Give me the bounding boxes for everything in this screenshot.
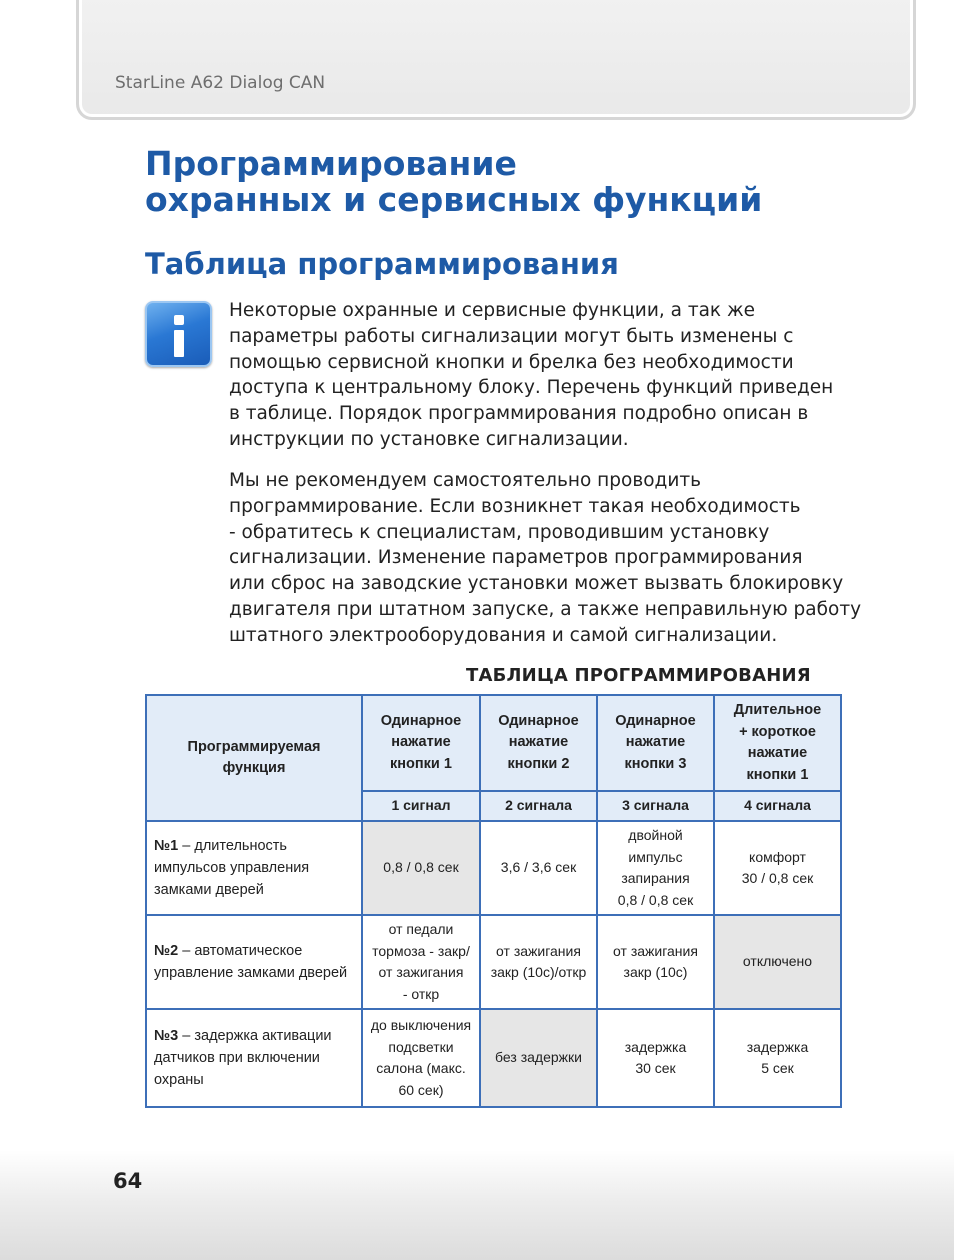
function-number: №2 (154, 943, 179, 959)
title-line: Программирование (145, 144, 517, 183)
text-line: параметры работы сигнализации могут быть изменены с (229, 325, 794, 347)
cell-line: до выключения (370, 1017, 472, 1033)
text-line: программирование. Если возникнет такая необходимость (229, 495, 801, 517)
function-line (154, 1025, 357, 1047)
header-line: кнопки 3 (624, 755, 687, 772)
page-footer (0, 1150, 954, 1260)
value-cell (597, 821, 714, 915)
page-number: 64 (113, 1169, 143, 1193)
text-line: штатного электрооборудования и самой сигнализации. (229, 624, 778, 646)
value-cell (714, 821, 841, 915)
function-cell (146, 1009, 362, 1107)
title-line: охранных и сервисных функций (145, 180, 763, 219)
cell-line: двойной (628, 827, 683, 843)
cell-line: комфорт (749, 848, 806, 865)
text-line: двигателя при штатном запуске, а также неправильную работу (229, 598, 862, 620)
info-icon-dot (174, 315, 184, 325)
cell-line: 5 сек (761, 1060, 794, 1076)
cell-line: - откр (402, 985, 440, 1002)
header-line: Одинарное (498, 712, 579, 729)
header-line: Программируемая (187, 738, 321, 755)
value-cell (362, 915, 480, 1009)
function-line: замками дверей (154, 882, 264, 898)
value-cell (597, 1009, 714, 1107)
cell-line: от зажигания (496, 942, 581, 959)
text-line: сигнализации. Изменение параметров программирования (229, 547, 803, 569)
programming-table (145, 694, 842, 1108)
header-brand: StarLine A62 Dialog CAN (115, 73, 326, 93)
cell-line: подсветки (388, 1038, 454, 1055)
cell-line: 60 сек) (398, 1081, 444, 1098)
text-line: или сброс на заводские установки может вызвать блокировку (229, 573, 844, 595)
value-cell (480, 915, 597, 1009)
value-cell (362, 821, 480, 915)
header-line: нажатие (391, 734, 451, 751)
value-cell (597, 915, 714, 1009)
value-cell (714, 1009, 841, 1107)
function-line: датчиков при включении (154, 1050, 320, 1066)
function-line: охраны (154, 1072, 204, 1088)
header-line: функция (222, 760, 286, 776)
header-button-2 (480, 695, 597, 791)
header-line: нажатие (508, 734, 569, 751)
header-line: Одинарное (380, 712, 462, 729)
cell-line: закр (10с) (623, 964, 688, 980)
value-cell (480, 1009, 597, 1107)
header-line: Длительное (733, 702, 822, 718)
function-number: №1 (154, 838, 179, 854)
cell-line: 30 / 0,8 сек (741, 870, 814, 886)
value-cell (714, 915, 841, 1009)
warning-paragraph (229, 468, 862, 649)
cell-line: от зажигания (378, 964, 464, 980)
cell-line: 30 сек (635, 1060, 676, 1076)
cell-line: салона (макс. (376, 1060, 466, 1076)
cell-line: 3,6 / 3,6 сек (500, 859, 577, 876)
header-line: кнопки 2 (507, 755, 570, 772)
header-line: кнопки 1 (746, 766, 809, 783)
header-long-press (714, 695, 841, 791)
function-line: импульсов управления (154, 860, 310, 876)
value-cell (362, 1009, 480, 1107)
cell-line: задержка (624, 1038, 687, 1055)
header-line: Одинарное (615, 712, 696, 729)
cell-line: 0,8 / 0,8 сек (383, 859, 459, 876)
cell-line: отключено (742, 953, 813, 970)
cell-line: задержка (746, 1038, 809, 1055)
text-line: инструкции по установке сигнализации. (229, 428, 629, 450)
text-line: - обратитесь к специалистам, проводившим установку (229, 521, 770, 543)
function-desc: – задержка активации (182, 1028, 332, 1044)
header-button-1 (362, 695, 480, 791)
cell-line: тормоза - закр/ (372, 942, 470, 959)
header-line: нажатие (747, 745, 808, 761)
info-paragraph (229, 298, 839, 453)
header-button-3 (597, 695, 714, 791)
table-row (146, 915, 841, 1009)
text-line: Некоторые охранные и сервисные функции, а так же (229, 300, 756, 321)
section-subtitle: Таблица программирования (145, 247, 619, 281)
signal-header: 3 сигнала (597, 791, 714, 821)
signal-header: 4 сигнала (714, 791, 841, 821)
signal-header: 2 сигнала (480, 791, 597, 821)
header-frame (76, 0, 916, 120)
cell-line: от педали (388, 921, 454, 937)
function-line (154, 835, 357, 857)
cell-line: 0,8 / 0,8 сек (617, 891, 694, 908)
cell-line: запирания (621, 870, 690, 886)
function-cell (146, 821, 362, 915)
function-desc: – длительность (182, 838, 287, 854)
table-caption: ТАБЛИЦА ПРОГРАММИРОВАНИЯ (466, 665, 811, 686)
function-desc: – автоматическое (182, 943, 303, 959)
function-number: №3 (154, 1028, 179, 1044)
signal-header: 1 сигнал (362, 791, 480, 821)
text-line: Мы не рекомендуем самостоятельно проводить (229, 470, 702, 491)
page-title (145, 146, 905, 218)
text-line: в таблице. Порядок программирования подробно описан в (229, 403, 809, 425)
info-icon-bar (174, 330, 184, 357)
function-line (154, 940, 357, 962)
value-cell (480, 821, 597, 915)
cell-line: импульс (628, 848, 683, 865)
table-row (146, 821, 841, 915)
cell-line: закр (10с)/откр (490, 964, 587, 980)
text-line: помощью сервисной кнопки и брелка без необходимости (229, 351, 794, 373)
cell-line: без задержки (495, 1049, 582, 1066)
header-function (146, 695, 362, 821)
header-line: нажатие (625, 734, 686, 751)
info-icon (145, 301, 212, 367)
header-line: + короткое (739, 723, 816, 740)
function-line: управление замками дверей (154, 965, 348, 981)
header-line: кнопки 1 (390, 755, 452, 772)
text-line: доступа к центральному блоку. Перечень функций приведен (229, 377, 834, 399)
table-row (146, 1009, 841, 1107)
function-cell (146, 915, 362, 1009)
cell-line: от зажигания (613, 942, 698, 959)
